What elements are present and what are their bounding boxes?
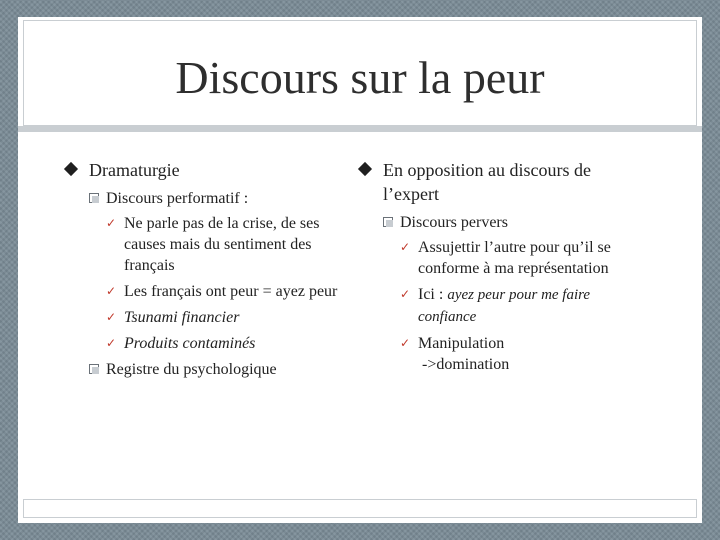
sub-bullet-registre <box>89 359 344 380</box>
sub-bullet-discours-performatif <box>89 188 344 209</box>
check-item <box>106 307 344 328</box>
bullet-opposition <box>358 158 628 206</box>
checkmark-icon: ✓ <box>400 287 411 301</box>
check-text: Ne parle pas de la crise, de ses causes mais du sentiment des français <box>124 215 320 274</box>
footer-frame <box>23 499 697 518</box>
bullet-text: En opposition au discours de l’expert <box>383 160 591 204</box>
check-text: Les français ont peur = ayez peur <box>124 283 338 300</box>
checkmark-icon: ✓ <box>106 216 117 230</box>
diamond-bullet-icon <box>358 162 372 176</box>
square-bullet-icon <box>383 217 393 227</box>
bullet-text: Registre du psychologique <box>106 361 277 378</box>
check-item <box>106 281 344 302</box>
checkmark-icon: ✓ <box>400 336 411 350</box>
check-text-line2: ->domination <box>422 356 510 373</box>
title-divider <box>18 126 702 132</box>
bullet-dramaturgie <box>64 158 344 182</box>
bullet-text: Discours pervers <box>400 214 508 231</box>
check-text-italic: ayez peur pour me faire confiance <box>418 287 591 325</box>
sub-bullet-discours-pervers <box>383 212 628 233</box>
checkmark-icon: ✓ <box>106 310 117 324</box>
bullet-text: Discours performatif : <box>106 190 249 207</box>
check-item <box>400 284 628 328</box>
diamond-bullet-icon <box>64 162 78 176</box>
square-bullet-icon <box>89 364 99 374</box>
square-bullet-icon <box>89 193 99 203</box>
check-item <box>106 333 344 354</box>
checkmark-icon: ✓ <box>106 336 117 350</box>
check-item <box>400 333 628 375</box>
title-frame <box>23 20 697 126</box>
check-text: Produits contaminés <box>124 335 256 352</box>
slide-title: Discours sur la peur <box>175 52 545 103</box>
check-text-prefix: Ici : <box>418 286 444 303</box>
check-text-line1: Manipulation <box>418 335 505 352</box>
checkmark-icon: ✓ <box>400 240 411 254</box>
left-column <box>64 158 344 384</box>
checkmark-icon: ✓ <box>106 284 117 298</box>
check-item <box>106 213 344 276</box>
right-column <box>358 158 628 380</box>
check-item <box>400 237 628 279</box>
check-text: Tsunami financier <box>124 309 240 326</box>
check-text: Assujettir l’autre pour qu’il se conforme à ma représentation <box>418 239 611 277</box>
bullet-text: Dramaturgie <box>89 160 180 180</box>
